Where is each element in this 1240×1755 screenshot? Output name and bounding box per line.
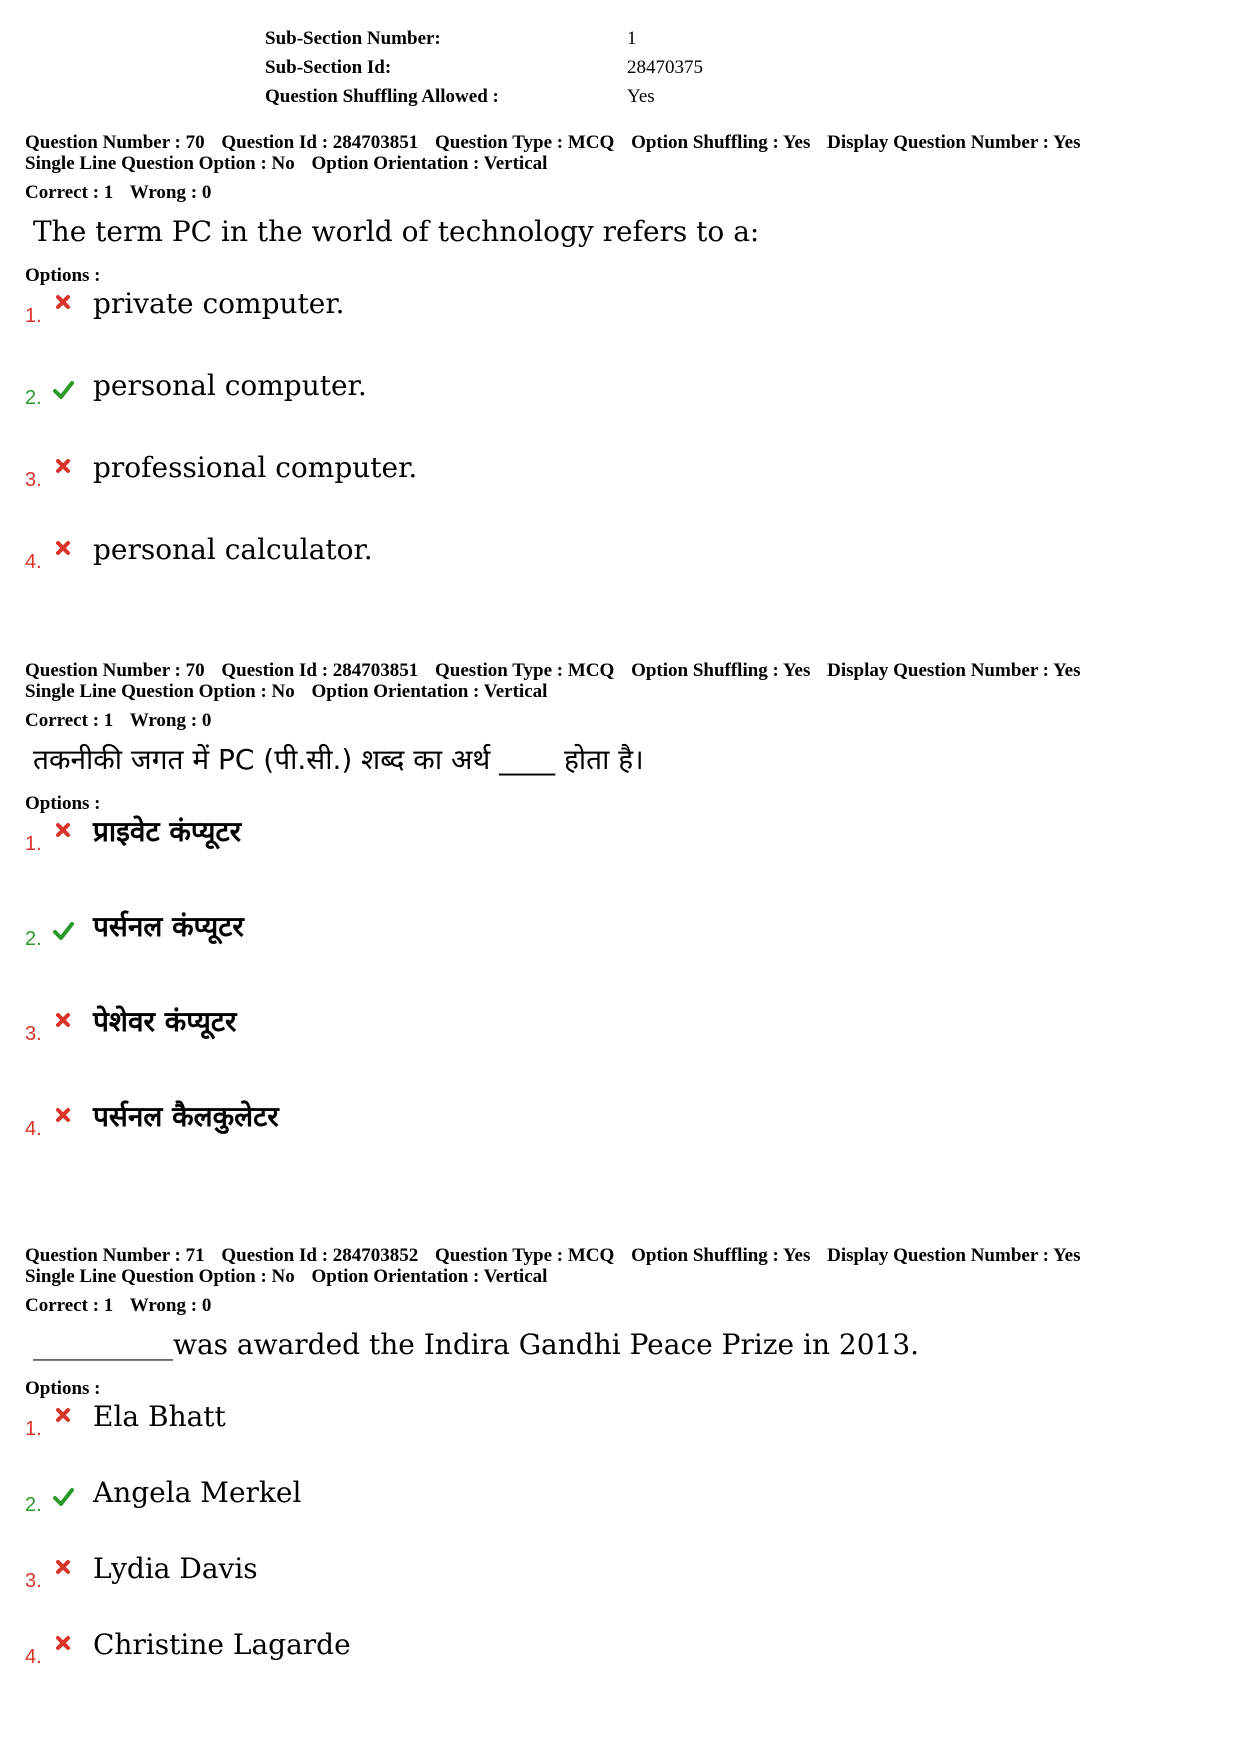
option-number: 4. <box>25 1646 42 1668</box>
option-text: पर्सनल कैलकुलेटर <box>93 1100 279 1133</box>
option-number: 1. <box>25 305 42 327</box>
option-number: 2. <box>25 387 42 409</box>
question-shuffling-value: Yes <box>627 86 655 107</box>
checkmark-icon <box>52 1486 74 1508</box>
question-text: __________was awarded the Indira Gandhi Peace Prize in 2013. <box>33 1328 920 1361</box>
subsection-id-label: Sub-Section Id: <box>265 57 392 78</box>
question-type: Question Type : MCQ <box>435 1245 615 1266</box>
option-shuffling: Option Shuffling : Yes <box>631 1245 811 1266</box>
single-line-option: Single Line Question Option : No <box>25 1266 295 1287</box>
option-item <box>25 1628 1215 1688</box>
cross-icon <box>52 1404 74 1426</box>
option-text: professional computer. <box>93 451 418 484</box>
option-number: 2. <box>25 928 42 950</box>
question-shuffling-row <box>265 82 703 111</box>
cross-icon <box>52 1104 74 1126</box>
question-header-line2 <box>25 153 1215 174</box>
display-question-number: Display Question Number : Yes <box>827 1245 1081 1266</box>
option-number: 3. <box>25 1023 42 1045</box>
question-id: Question Id : 284703851 <box>221 132 419 153</box>
question-text: The term PC in the world of technology refers to a: <box>33 215 760 248</box>
question-text: तकनीकी जगत में PC (पी.सी.) शब्द का अर्थ ____ होता है। <box>33 743 644 776</box>
checkmark-icon <box>52 379 74 401</box>
cross-icon <box>52 455 74 477</box>
cross-icon <box>52 291 74 313</box>
question-header-line2 <box>25 681 1215 702</box>
option-orientation: Option Orientation : Vertical <box>311 153 548 174</box>
option-item <box>25 1400 1215 1476</box>
option-item <box>25 1552 1215 1628</box>
question-shuffling-label: Question Shuffling Allowed : <box>265 86 499 107</box>
question-id: Question Id : 284703852 <box>221 1245 419 1266</box>
options-list <box>25 815 1215 1195</box>
question-type: Question Type : MCQ <box>435 660 615 681</box>
correct-marks: Correct : 1 <box>25 710 114 731</box>
option-text: Lydia Davis <box>93 1552 258 1585</box>
question-header <box>25 660 1215 681</box>
option-item <box>25 815 1215 910</box>
question-header <box>25 132 1215 153</box>
cross-icon <box>52 1009 74 1031</box>
option-shuffling: Option Shuffling : Yes <box>631 132 811 153</box>
options-list <box>25 1400 1215 1688</box>
option-shuffling: Option Shuffling : Yes <box>631 660 811 681</box>
display-question-number: Display Question Number : Yes <box>827 132 1081 153</box>
question-header <box>25 1245 1215 1266</box>
options-label: Options : <box>25 1378 101 1399</box>
subsection-id-value: 28470375 <box>627 57 703 78</box>
option-item <box>25 1005 1215 1100</box>
option-text: पेशेवर कंप्यूटर <box>93 1005 237 1038</box>
question-marks <box>25 1295 1215 1316</box>
option-item <box>25 910 1215 1005</box>
question-number: Question Number : 70 <box>25 132 205 153</box>
cross-icon <box>52 1632 74 1654</box>
question-marks <box>25 182 1215 203</box>
option-number: 3. <box>25 1570 42 1592</box>
cross-icon <box>52 537 74 559</box>
subsection-number-row <box>265 24 703 53</box>
wrong-marks: Wrong : 0 <box>129 710 212 731</box>
display-question-number: Display Question Number : Yes <box>827 660 1081 681</box>
subsection-info <box>265 24 703 111</box>
options-label: Options : <box>25 793 101 814</box>
single-line-option: Single Line Question Option : No <box>25 153 295 174</box>
subsection-number-value: 1 <box>627 28 637 49</box>
option-orientation: Option Orientation : Vertical <box>311 681 548 702</box>
options-label: Options : <box>25 265 101 286</box>
option-text: private computer. <box>93 287 345 320</box>
cross-icon <box>52 1556 74 1578</box>
option-item <box>25 451 1215 533</box>
question-header-line2 <box>25 1266 1215 1287</box>
question-number: Question Number : 71 <box>25 1245 205 1266</box>
correct-marks: Correct : 1 <box>25 1295 114 1316</box>
option-item <box>25 369 1215 451</box>
question-id: Question Id : 284703851 <box>221 660 419 681</box>
wrong-marks: Wrong : 0 <box>129 182 212 203</box>
option-orientation: Option Orientation : Vertical <box>311 1266 548 1287</box>
option-text: personal computer. <box>93 369 367 402</box>
cross-icon <box>52 819 74 841</box>
option-text: personal calculator. <box>93 533 373 566</box>
option-text: Ela Bhatt <box>93 1400 226 1433</box>
question-block <box>25 132 1215 615</box>
question-marks <box>25 710 1215 731</box>
question-type: Question Type : MCQ <box>435 132 615 153</box>
question-number: Question Number : 70 <box>25 660 205 681</box>
option-text: प्राइवेट कंप्यूटर <box>93 815 242 848</box>
option-number: 4. <box>25 551 42 573</box>
option-item <box>25 1100 1215 1195</box>
option-number: 1. <box>25 833 42 855</box>
option-text: पर्सनल कंप्यूटर <box>93 910 244 943</box>
subsection-number-label: Sub-Section Number: <box>265 28 441 49</box>
wrong-marks: Wrong : 0 <box>129 1295 212 1316</box>
option-number: 2. <box>25 1494 42 1516</box>
option-item <box>25 533 1215 615</box>
option-item <box>25 287 1215 369</box>
option-number: 4. <box>25 1118 42 1140</box>
option-number: 3. <box>25 469 42 491</box>
options-list <box>25 287 1215 615</box>
single-line-option: Single Line Question Option : No <box>25 681 295 702</box>
option-number: 1. <box>25 1418 42 1440</box>
question-block <box>25 660 1215 1195</box>
question-block <box>25 1245 1215 1688</box>
option-item <box>25 1476 1215 1552</box>
option-text: Christine Lagarde <box>93 1628 351 1661</box>
checkmark-icon <box>52 920 74 942</box>
subsection-id-row <box>265 53 703 82</box>
option-text: Angela Merkel <box>93 1476 302 1509</box>
correct-marks: Correct : 1 <box>25 182 114 203</box>
